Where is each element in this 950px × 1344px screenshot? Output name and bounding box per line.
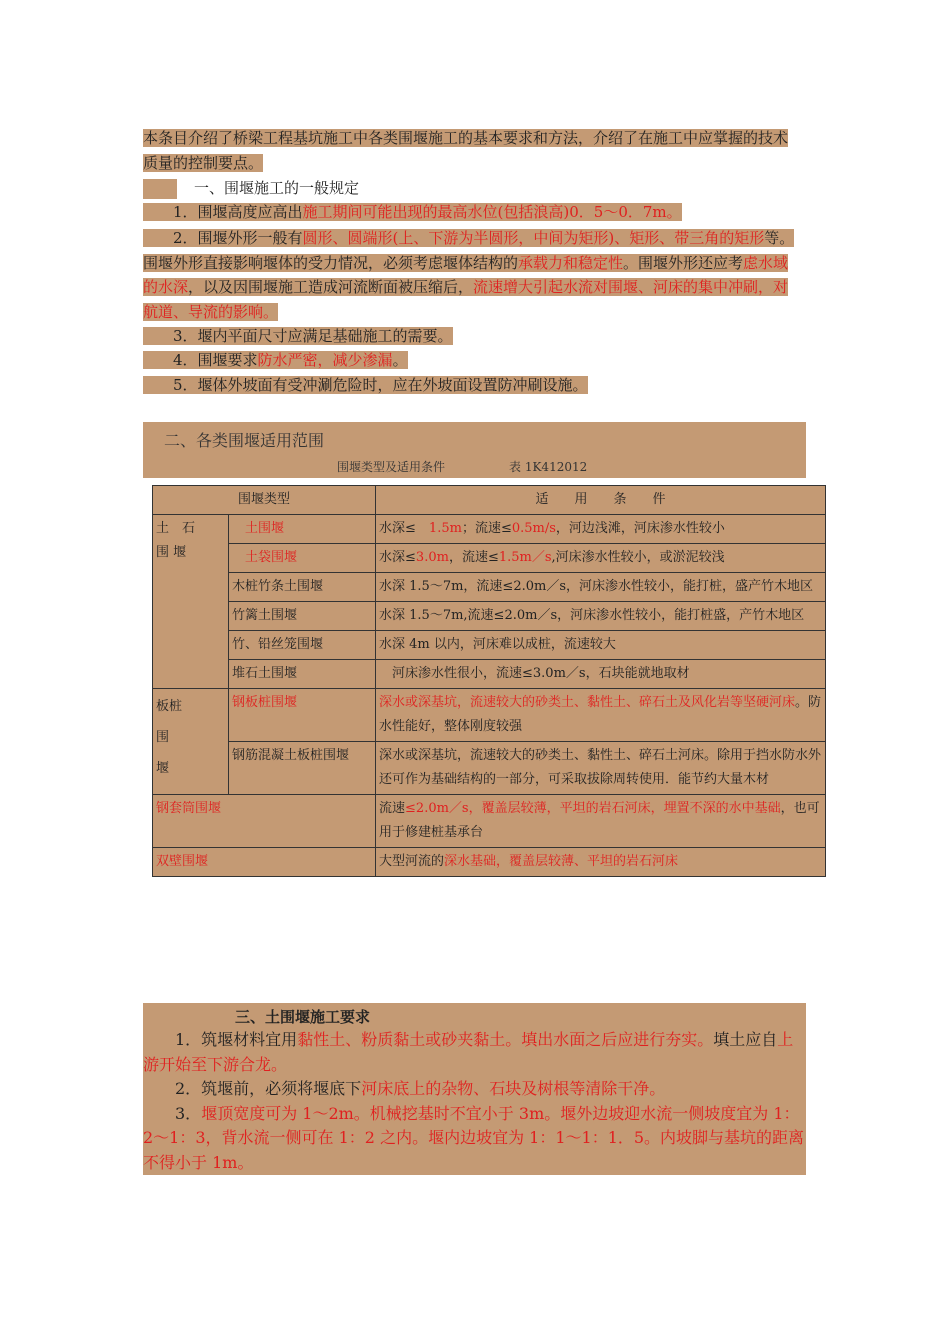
- type-cell: 钢套筒围堰: [153, 795, 376, 848]
- table-row: [153, 795, 826, 848]
- section3-block: [143, 1003, 806, 1175]
- condition-cell: 水深≤ 1.5m；流速≤0.5m/s，河边浅滩，河床渗水性较小: [376, 515, 826, 544]
- rule-item-5: 5．堰体外坡面有受冲涮危险时，应在外坡面设置防冲刷设施。: [143, 376, 588, 394]
- table-header-row: [153, 486, 826, 515]
- condition-cell: 河床渗水性很小，流速≤3.0m／s，石块能就地取材: [376, 660, 826, 689]
- type-cell: 钢筋混凝土板桩围堰: [229, 742, 376, 795]
- section2-title: 二、各类围堰适用范围: [164, 431, 325, 450]
- section3-title: 三、土围堰施工要求: [235, 1008, 371, 1026]
- condition-cell: 深水或深基坑，流速较大的砂类土、黏性土、碎石土河床。除用于挡水防水外还可作为基础结构的一部分，可采取拔除周转使用．能节约大量木材: [376, 742, 826, 795]
- intro-paragraph: 本条目介绍了桥梁工程基坑施工中各类围堰施工的基本要求和方法，介绍了在施工中应掌握的技术质量的控制要点。: [143, 129, 789, 172]
- table-row: [153, 602, 826, 631]
- type-cell: 双壁围堰: [153, 848, 376, 877]
- table-caption: 围堰类型及适用条件 表 1K412012: [337, 460, 588, 474]
- condition-cell: 水深≤3.0m，流速≤1.5m／s,河床渗水性较小，或淤泥较浅: [376, 544, 826, 573]
- table-number: 表 1K412012: [509, 460, 588, 474]
- condition-cell: 水深 1.5～7m，流速≤2.0m／s，河床渗水性较小，能打桩，盛产竹木地区: [376, 573, 826, 602]
- condition-cell: 深水或深基坑，流速较大的砂类土、黏性土、碎石土及风化岩等坚硬河床。防水性能好，整体刚度较强: [376, 689, 826, 742]
- table-row: [153, 544, 826, 573]
- rule-item-2: 2．围堰外形一般有圆形、圆端形(上、下游为半圆形，中间为矩形)、矩形、带三角的矩形等。围堰外形直接影响堰体的受力情况，必须考虑堰体结构的承载力和稳定性。围堰外形还应考虑水域的水深，以及因围堰施工造成河流断面被压缩后，流速增大引起水流对围堰、河床的集中冲刷，对航道、导流的影响。: [143, 229, 795, 321]
- type-cell: 堆石土围堰: [229, 660, 376, 689]
- table-row: [153, 631, 826, 660]
- header-type: 围堰类型: [153, 486, 376, 515]
- cofferdam-table: [152, 485, 826, 877]
- condition-cell: 流速≤2.0m／s，覆盖层较薄，平坦的岩石河床，埋置不深的水中基础，也可用于修建桩基承台: [376, 795, 826, 848]
- type-cell: 土袋围堰: [229, 544, 376, 573]
- table-row: [153, 660, 826, 689]
- type-cell: 土围堰: [229, 515, 376, 544]
- type-cell: 木桩竹条土围堰: [229, 573, 376, 602]
- rule-item-4: 4．围堰要求防水严密，减少渗漏。: [143, 351, 408, 369]
- table-row: [153, 689, 826, 742]
- group-earth-rock: 土 石 围 堰: [153, 515, 229, 689]
- table-row: [153, 848, 826, 877]
- rule-item-1: 1．围堰高度应高出施工期间可能出现的最高水位(包括浪高)0．5～0．7m。: [143, 203, 682, 221]
- condition-cell: 水深 1.5～7m,流速≤2.0m／s，河床渗水性较小，能打桩盛，产竹木地区: [376, 602, 826, 631]
- condition-cell: 大型河流的深水基础，覆盖层较薄、平坦的岩石河床: [376, 848, 826, 877]
- rule-item-3: 3．堰内平面尺寸应满足基础施工的需要。: [143, 327, 453, 345]
- section1-heading: 一、围堰施工的一般规定: [143, 177, 359, 199]
- header-conditions: 适 用 条 件: [376, 486, 826, 515]
- section2-header: [143, 422, 806, 478]
- table-row: [153, 515, 826, 544]
- condition-cell: 水深 4m 以内，河床难以成桩，流速较大: [376, 631, 826, 660]
- type-cell: 钢板桩围堰: [229, 689, 376, 742]
- table-row: [153, 742, 826, 795]
- section3-body: 1．筑堰材料宜用黏性土、粉质黏土或砂夹黏土。填出水面之后应进行夯实。填土应自上游开始至下游合龙。 2．筑堰前，必须将堰底下河床底上的杂物、石块及树根等清除干净。 3．堰顶宽度可为 1～2m。机械挖基时不宜小于 3m。堰外边坡迎水流一侧坡度宜为 1：2～1：3，背水流一侧可在 1：2 之内。堰内边坡宜为 1：1～1：1．5。内坡脚与基坑的距离不得小于 1m。: [143, 1030, 805, 1172]
- group-sheet-pile: 板桩 围 堰: [153, 689, 229, 795]
- type-cell: 竹、铅丝笼围堰: [229, 631, 376, 660]
- type-cell: 竹篱土围堰: [229, 602, 376, 631]
- table-row: [153, 573, 826, 602]
